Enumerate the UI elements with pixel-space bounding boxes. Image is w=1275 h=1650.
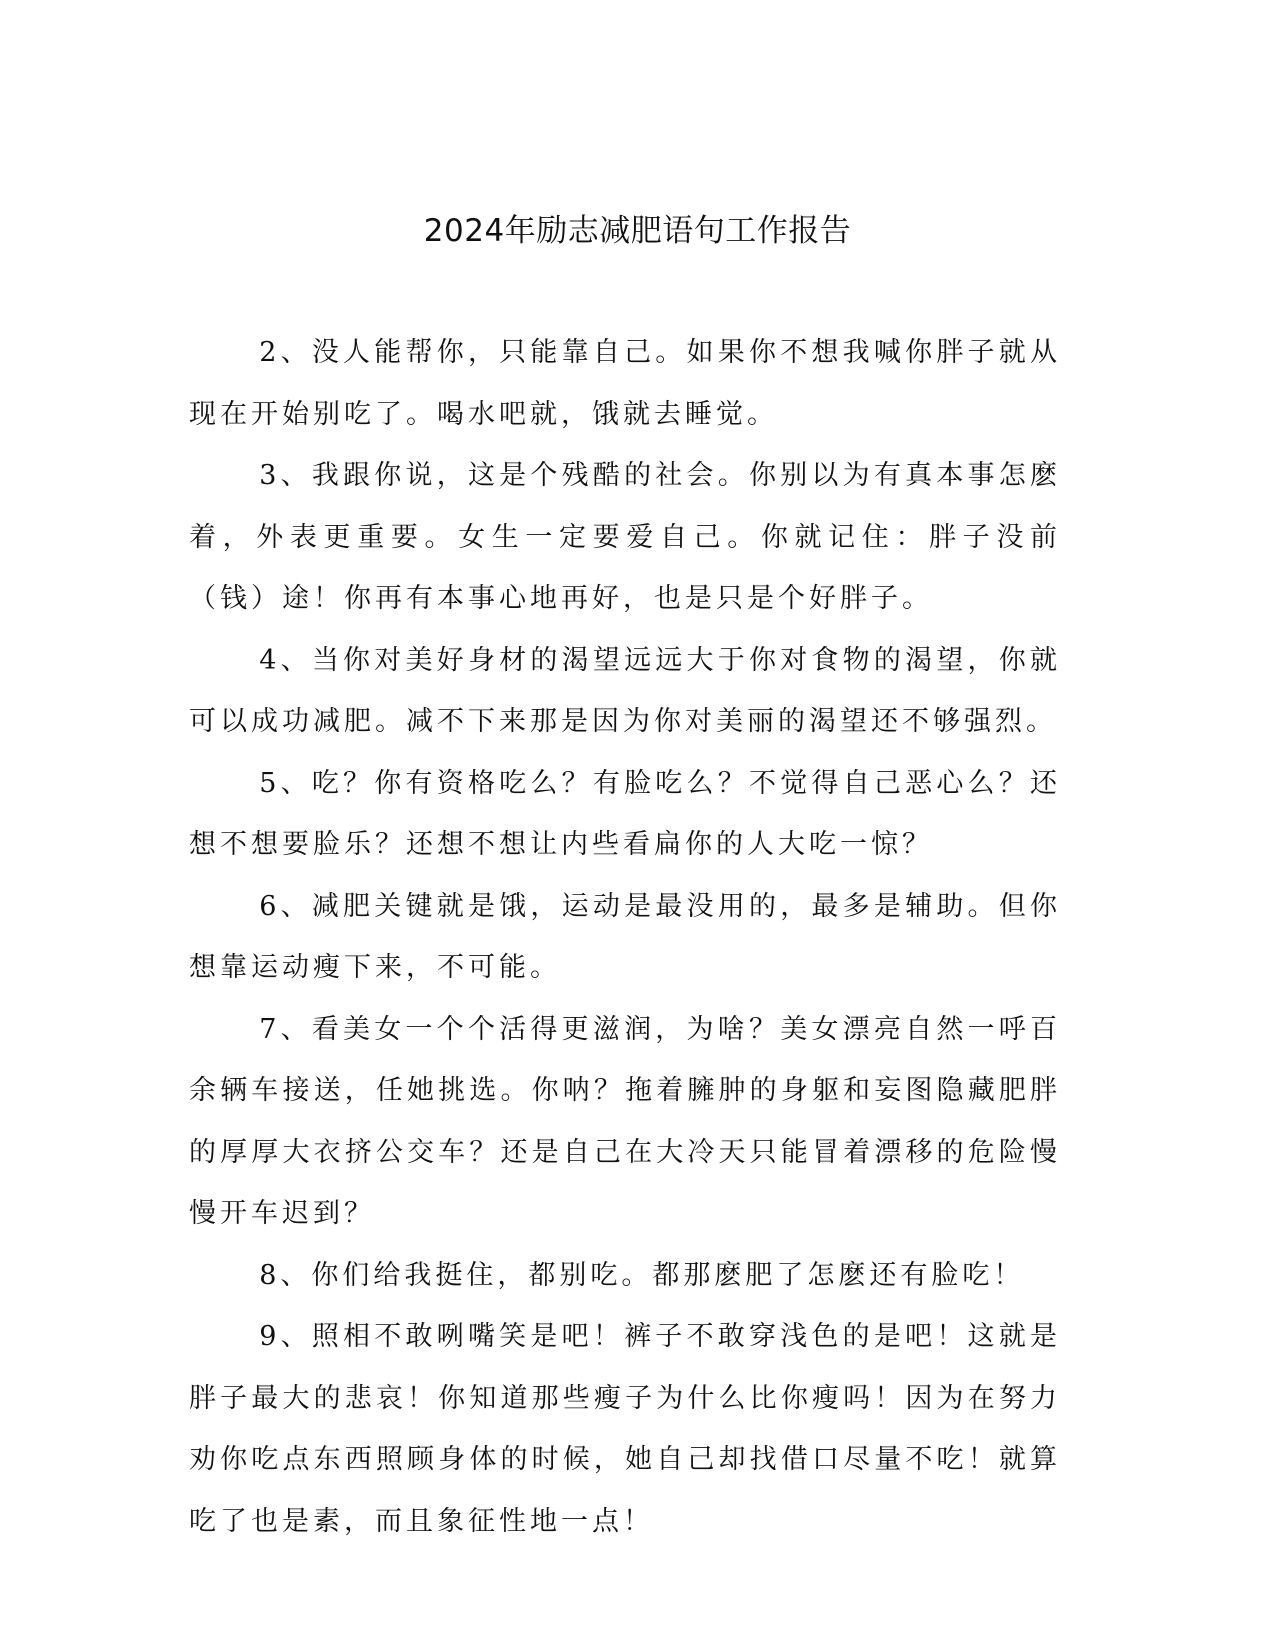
paragraph-4: 4、当你对美好身材的渴望远远大于你对食物的渴望，你就可以成功减肥。减不下来那是因为你对美丽的渴望还不够强烈。 bbox=[189, 644, 1061, 737]
paragraph-5: 5、吃？你有资格吃么？有脸吃么？不觉得自己恶心么？还想不想要脸乐？还想不想让内些看扁你的人大吃一惊？ bbox=[189, 767, 1061, 860]
paragraph-2: 2、没人能帮你，只能靠自己。如果你不想我喊你胖子就从现在开始别吃了。喝水吧就，饿就去睡觉。 bbox=[189, 337, 1061, 430]
paragraph-9: 9、照相不敢咧嘴笑是吧！裤子不敢穿浅色的是吧！这就是胖子最大的悲哀！你知道那些瘦子为什么比你瘦吗！因为在努力劝你吃点东西照顾身体的时候，她自己却找借口尽量不吃！就算吃了也是素，而且象征性地一点！ bbox=[189, 1321, 1061, 1537]
paragraph-7: 7、看美女一个个活得更滋润，为啥？美女漂亮自然一呼百余辆车接送，任她挑选。你呐？拖着臃肿的身躯和妄图隐藏肥胖的厚厚大衣挤公交车？还是自己在大冷天只能冒着漂移的危险慢慢开车迟到？ bbox=[189, 1013, 1061, 1229]
paragraph-8: 8、你们给我挺住，都别吃。都那麽肥了怎麽还有脸吃！ bbox=[259, 1259, 1025, 1291]
paragraph-6: 6、减肥关键就是饿，运动是最没用的，最多是辅助。但你想靠运动瘦下来，不可能。 bbox=[189, 890, 1061, 983]
paragraph-3: 3、我跟你说，这是个残酷的社会。你别以为有真本事怎麽着，外表更重要。女生一定要爱自己。你就记住：胖子没前（钱）途！你再有本事心地再好，也是只是个好胖子。 bbox=[189, 460, 1061, 614]
document-title: 2024年励志减肥语句工作报告 bbox=[423, 213, 852, 249]
document-body bbox=[189, 322, 1061, 1552]
